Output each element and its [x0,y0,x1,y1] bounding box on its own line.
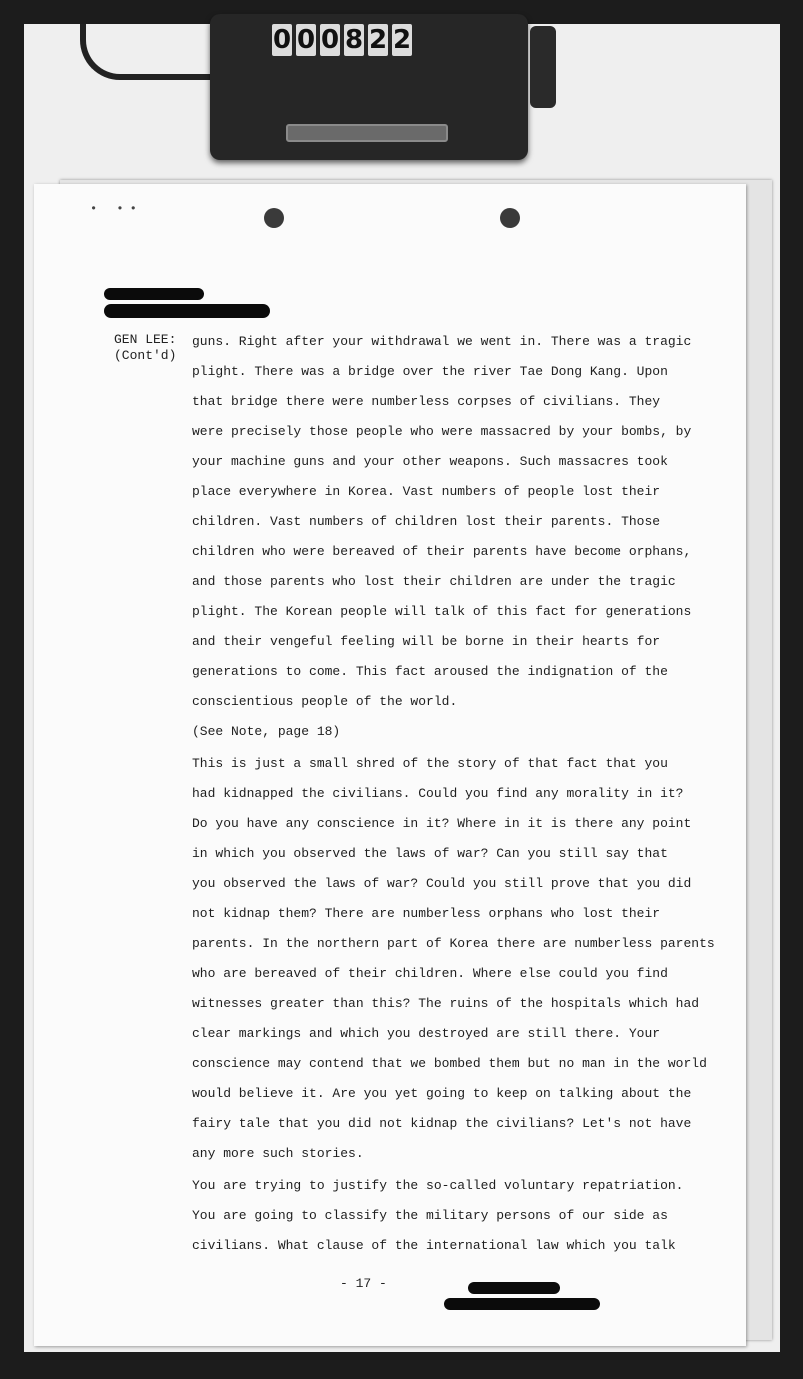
text-line: you observed the laws of war? Could you still prove that you did [192,876,692,891]
punch-hole [500,208,520,228]
redaction-bar [444,1298,600,1310]
text-line: clear markings and which you destroyed are still there. Your [192,1026,661,1041]
text-line: children. Vast numbers of children lost their parents. Those [192,514,661,529]
text-line: place everywhere in Korea. Vast numbers of people lost their [192,484,661,499]
text-line: children who were bereaved of their parents have become orphans, [192,544,692,559]
text-line: in which you observed the laws of war? Can you still say that [192,846,668,861]
page-number: - 17 - [340,1276,387,1291]
redaction-bar [104,288,204,300]
speaker-label [114,332,194,364]
text-line: generations to come. This fact aroused the indignation of the [192,664,668,679]
text-line: conscience may contend that we bombed them but no man in the world [192,1056,707,1071]
redaction-bar [104,304,270,318]
text-line: and those parents who lost their children are under the tragic [192,574,676,589]
note-reference: (See Note, page 18) [192,724,341,739]
speaker-name: GEN LEE: [114,332,177,347]
text-line: plight. The Korean people will talk of this fact for generations [192,604,692,619]
punch-hole [264,208,284,228]
text-line: Do you have any conscience in it? Where in it is there any point [192,816,692,831]
frame-counter-digits [272,24,412,58]
counter-digit: 2 [392,25,412,55]
counter-cable [80,24,226,80]
counter-digit: 2 [368,25,388,55]
text-line: witnesses greater than this? The ruins of the hospitals which had [192,996,700,1011]
text-line: parents. In the northern part of Korea there are numberless parents [192,936,715,951]
document-page [34,184,746,1346]
text-line: You are trying to justify the so-called voluntary repatriation. [192,1178,684,1193]
counter-digit: 0 [296,25,316,55]
text-line: that bridge there were numberless corpses of civilians. They [192,394,661,409]
text-line: any more such stories. [192,1146,364,1161]
text-line: civilians. What clause of the international law which you talk [192,1238,676,1253]
text-line: had kidnapped the civilians. Could you find any morality in it? [192,786,684,801]
text-line: You are going to classify the military persons of our side as [192,1208,668,1223]
text-line: guns. Right after your withdrawal we went in. There was a tragic [192,334,692,349]
counter-digit: 8 [344,25,364,55]
counter-digit: 0 [320,25,340,55]
counter-plate [286,124,448,142]
text-line: not kidnap them? There are numberless orphans who lost their [192,906,661,921]
margin-marks: • •• [90,202,143,216]
text-line: conscientious people of the world. [192,694,458,709]
text-line: and their vengeful feeling will be borne in their hearts for [192,634,661,649]
text-line: plight. There was a bridge over the river Tae Dong Kang. Upon [192,364,668,379]
text-line: who are bereaved of their children. Where else could you find [192,966,668,981]
redaction-bar [468,1282,560,1294]
counter-knob [530,26,556,108]
text-line: fairy tale that you did not kidnap the civilians? Let's not have [192,1116,692,1131]
speaker-continued: (Cont'd) [114,348,177,363]
text-line: would believe it. Are you yet going to keep on talking about the [192,1086,692,1101]
text-line: were precisely those people who were massacred by your bombs, by [192,424,692,439]
text-line: This is just a small shred of the story of that fact that you [192,756,668,771]
text-line: your machine guns and your other weapons. Such massacres took [192,454,668,469]
counter-digit: 0 [272,25,292,55]
